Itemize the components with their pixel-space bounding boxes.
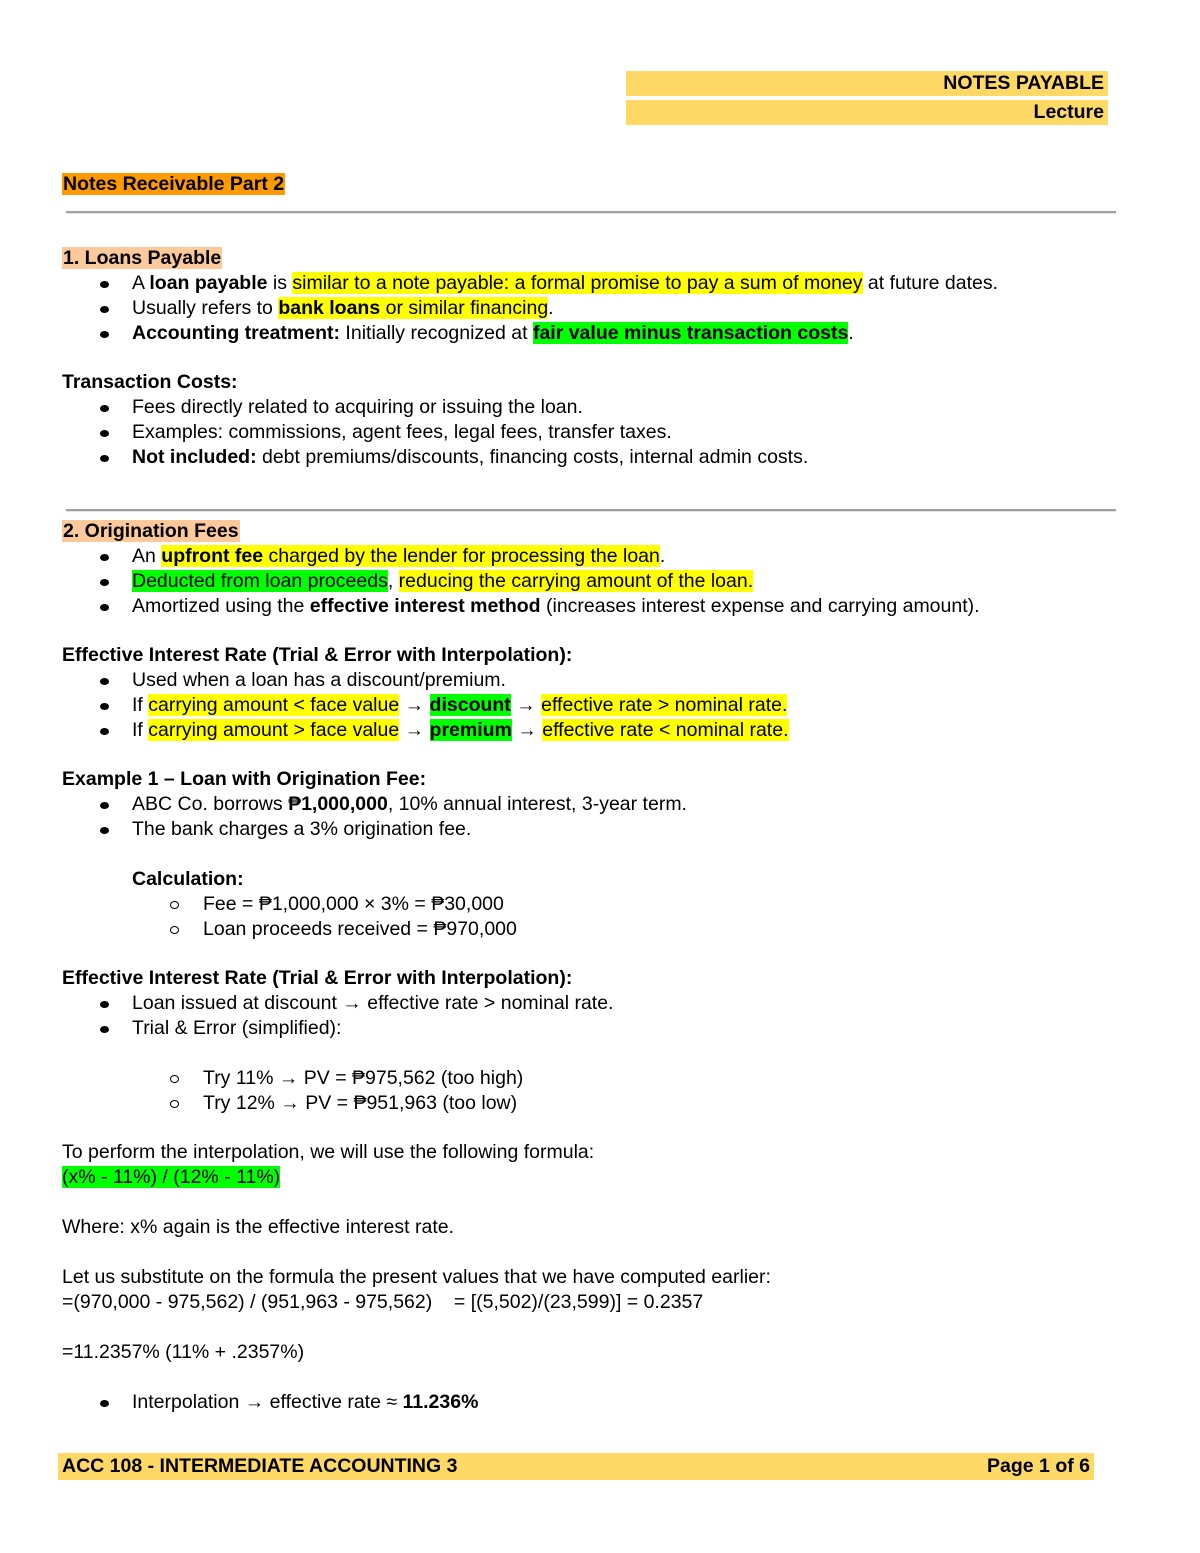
- list-item: [62, 445, 808, 470]
- text: Loan issued at discount → effective rate > nominal rate.: [132, 992, 614, 1014]
- text: Trial & Error (simplified):: [132, 1017, 342, 1039]
- text: , 10% annual interest, 3-year term.: [387, 793, 687, 815]
- highlight-green: fair value minus transaction costs: [532, 322, 849, 344]
- bold-text: Not included:: [132, 446, 257, 468]
- text: →: [511, 719, 543, 741]
- highlight-yellow: upfront fee: [161, 545, 264, 567]
- text: →: [399, 719, 430, 741]
- divider-2: [66, 509, 1116, 512]
- header-title-text: NOTES PAYABLE: [943, 72, 1104, 94]
- list-item: [62, 693, 789, 718]
- text: ,: [387, 570, 399, 592]
- header-subtitle-text: Lecture: [1033, 101, 1104, 123]
- footer: [58, 1453, 1094, 1480]
- bold-text: loan payable: [149, 272, 268, 294]
- section-eir-2: [62, 966, 613, 1116]
- footer-course: ACC 108 - INTERMEDIATE ACCOUNTING 3: [62, 1455, 458, 1477]
- text: Interpolation → effective rate ≈: [132, 1391, 403, 1413]
- text: Amortized using the: [132, 595, 310, 617]
- highlight-yellow: or similar financing: [380, 297, 549, 319]
- list-item: [62, 917, 687, 942]
- interp-calc: =(970,000 - 975,562) / (951,963 - 975,562) = [(5,502)/(23,599)] = 0.2357: [62, 1291, 704, 1313]
- bold-text: 11.236%: [402, 1391, 479, 1413]
- section-2-list: [62, 544, 980, 619]
- list-item: [62, 321, 998, 346]
- text: Fee = ₱1,000,000 × 3% = ₱30,000: [203, 893, 504, 915]
- text: Initially recognized at: [340, 322, 533, 344]
- section-eir-1: [62, 643, 789, 743]
- highlight-yellow: effective rate < nominal rate.: [542, 719, 789, 741]
- highlight-green: discount: [429, 694, 511, 716]
- text: Examples: commissions, agent fees, legal fees, transfer taxes.: [132, 421, 672, 443]
- list-item: [62, 1016, 613, 1041]
- footer-page-number: Page 1 of 6: [987, 1455, 1090, 1477]
- text: →: [399, 694, 430, 716]
- example-1-title: Example 1 – Loan with Origination Fee:: [62, 768, 427, 790]
- example-1-list: [62, 792, 687, 842]
- part-label-text: Notes Receivable Part 2: [63, 173, 285, 195]
- interp-formula: (x% - 11%) / (12% - 11%): [62, 1166, 281, 1188]
- text: is: [267, 272, 293, 294]
- eir-2-list: [62, 991, 613, 1041]
- interp-result: =11.2357% (11% + .2357%): [62, 1341, 305, 1363]
- text: .: [548, 297, 554, 319]
- list-item: [62, 569, 980, 594]
- text: (increases interest expense and carrying amount).: [540, 595, 980, 617]
- eir-2-title: Effective Interest Rate (Trial & Error with Interpolation):: [62, 967, 573, 989]
- section-interpolation: [62, 1140, 771, 1415]
- section-loans-payable: [62, 246, 998, 346]
- list-item: [62, 668, 789, 693]
- text: A: [132, 272, 150, 294]
- text: .: [848, 322, 854, 344]
- list-item: [62, 1091, 613, 1116]
- list-item: [62, 991, 613, 1016]
- text: Usually refers to: [132, 297, 279, 319]
- eir-1-title: Effective Interest Rate (Trial & Error with Interpolation):: [62, 644, 573, 666]
- eir-1-list: [62, 668, 789, 743]
- text: Used when a loan has a discount/premium.: [132, 669, 506, 691]
- text: An: [132, 545, 162, 567]
- highlight-green: Deducted from loan proceeds: [132, 570, 388, 592]
- section-transaction-costs: [62, 370, 808, 470]
- list-item: [62, 296, 998, 321]
- text: Try 11% → PV = ₱975,562 (too high): [203, 1067, 524, 1089]
- list-item: [62, 594, 980, 619]
- text: .: [659, 545, 666, 567]
- header-subtitle: [626, 100, 1108, 125]
- text: at future dates.: [862, 272, 999, 294]
- text: Try 12% → PV = ₱951,963 (too low): [203, 1092, 518, 1114]
- bold-text: effective interest method: [309, 595, 541, 617]
- list-item: [62, 420, 808, 445]
- text: The bank charges a 3% origination fee.: [132, 818, 472, 840]
- section-1-list: [62, 271, 998, 346]
- calculation-title: Calculation:: [132, 868, 244, 890]
- highlight-yellow: reducing the carrying amount of the loan.: [398, 570, 754, 592]
- text: ABC Co. borrows: [132, 793, 289, 815]
- section-2-title: 2. Origination Fees: [63, 520, 239, 542]
- list-item: [62, 817, 687, 842]
- part-label: [62, 172, 285, 197]
- highlight-yellow: carrying amount > face value: [148, 719, 400, 741]
- text: →: [510, 694, 542, 716]
- text: debt premiums/discounts, financing costs, internal admin costs.: [256, 446, 809, 468]
- highlight-yellow: similar to a note payable: a formal promise to pay a sum of money: [292, 272, 863, 294]
- list-item: [62, 718, 789, 743]
- text: Fees directly related to acquiring or issuing the loan.: [132, 396, 583, 418]
- list-item: [62, 792, 687, 817]
- highlight-green: premium: [429, 719, 512, 741]
- calculation-list: [62, 892, 687, 942]
- trial-list: [62, 1066, 613, 1116]
- list-item: [62, 892, 687, 917]
- list-item: [62, 271, 998, 296]
- divider-1: [66, 211, 1116, 214]
- highlight-yellow: bank loans: [278, 297, 381, 319]
- bold-text: ₱1,000,000: [288, 793, 388, 815]
- section-1-title: 1. Loans Payable: [63, 247, 222, 269]
- highlight-yellow: effective rate > nominal rate.: [541, 694, 788, 716]
- transaction-costs-list: [62, 395, 808, 470]
- text: If: [132, 719, 149, 741]
- list-item: [62, 1390, 771, 1415]
- interp-where: Where: x% again is the effective interest rate.: [62, 1216, 454, 1238]
- section-origination-fees: [62, 519, 980, 619]
- list-item: [62, 544, 980, 569]
- transaction-costs-title: Transaction Costs:: [62, 371, 238, 393]
- section-example-1: [62, 767, 687, 942]
- bold-text: Accounting treatment:: [132, 322, 341, 344]
- interp-final-list: [62, 1390, 771, 1415]
- header-title: [626, 71, 1108, 96]
- list-item: [62, 395, 808, 420]
- text: Loan proceeds received = ₱970,000: [203, 918, 517, 940]
- interp-intro: To perform the interpolation, we will use the following formula:: [62, 1141, 595, 1163]
- text: If: [132, 694, 149, 716]
- highlight-yellow: carrying amount < face value: [148, 694, 400, 716]
- list-item: [62, 1066, 613, 1091]
- highlight-yellow: charged by the lender for processing the loan: [263, 545, 660, 567]
- interp-subst: Let us substitute on the formula the present values that we have computed earlier:: [62, 1266, 771, 1288]
